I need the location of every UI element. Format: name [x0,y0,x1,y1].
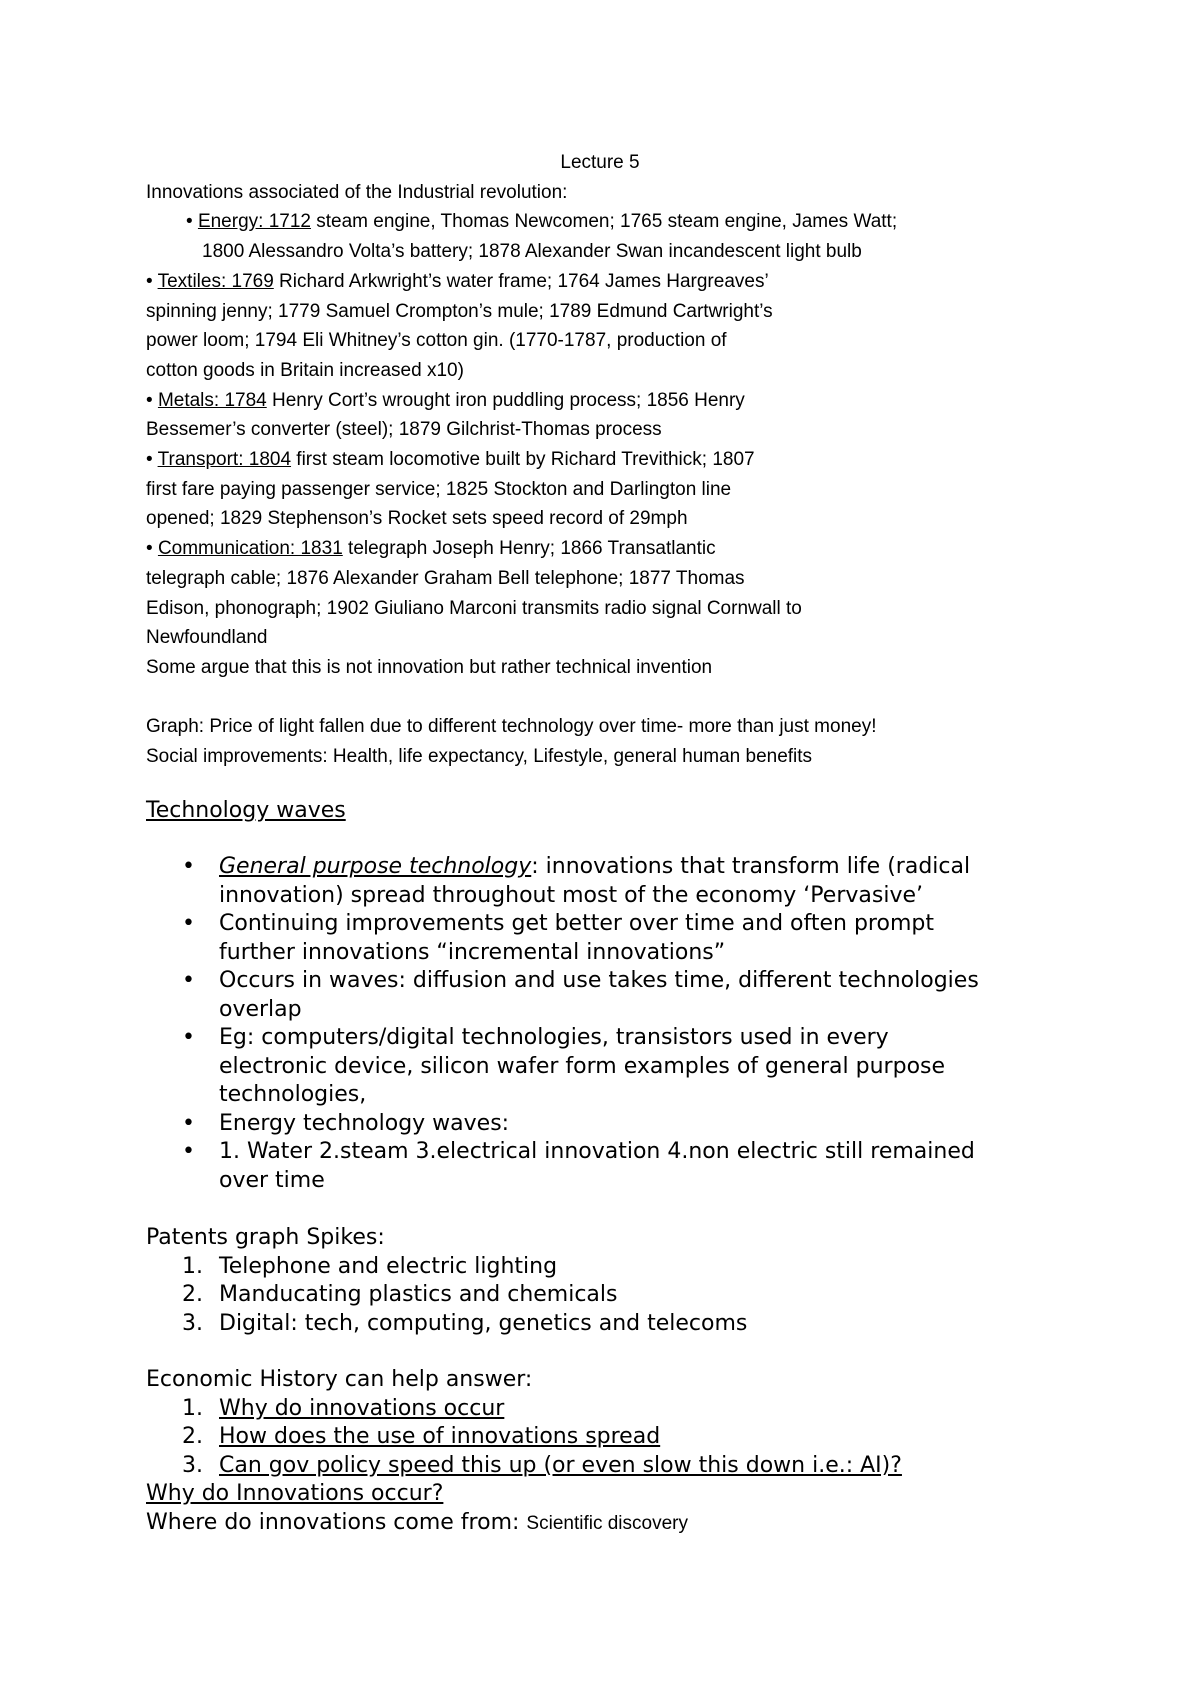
item-text: Eg: computers/digital technologies, transistors used in every [219,1025,889,1050]
bullet-glyph: • [146,389,153,411]
item-text: further innovations “incremental innovations” [219,939,726,965]
item-text: electronic device, silicon wafer form examples of general purpose [219,1053,946,1079]
transport-line2: first fare paying passenger service; 1825 Stockton and Darlington line [146,478,732,500]
list-item [146,1138,1106,1195]
metals-label: Metals: 1784 [157,389,267,411]
item-text: technologies, [219,1082,367,1107]
bullet-glyph: • [186,211,193,233]
bullet-glyph: • [182,1025,195,1050]
item-number: 2. [182,1282,203,1307]
item-text: Digital: tech, computing, genetics and telecoms [219,1310,748,1336]
textiles-line1: Richard Arkwright’s water frame; 1764 James Hargreaves’ [273,270,769,292]
textiles-item [146,267,1106,386]
item-text: Why do innovations occur [219,1395,505,1421]
item-number: 1. [182,1395,203,1421]
where-value: Scientific discovery [526,1512,688,1534]
where-innovations-line [146,1509,1106,1539]
item-number: 1. [182,1253,203,1279]
item-text: Can gov policy speed this up (or even slow this down i.e.: AI)? [219,1452,902,1478]
patents-section [146,1224,1106,1338]
energy-line2: 1800 Alessandro Volta’s battery; 1878 Alexander Swan incandescent light bulb [202,241,862,263]
textiles-label: Textiles: 1769 [157,270,274,292]
list-item [146,1281,1106,1310]
list-item [146,1423,1106,1452]
item-text: Occurs in waves: diffusion and use takes time, different technologies [219,968,979,993]
energy-line1: steam engine, Thomas Newcomen; 1765 steam engine, James Watt; [310,211,898,233]
item-text: innovation) spread throughout most of the economy ‘Pervasive’ [219,882,923,908]
bullet-glyph: • [182,1110,195,1136]
communication-line4: Newfoundland [146,627,268,649]
communication-line3: Edison, phonograph; 1902 Giuliano Marconi transmits radio signal Cornwall to [146,597,802,619]
industrial-revolution-section [146,178,1106,772]
item-number: 2. [182,1424,203,1449]
lecture-title: Lecture 5 [560,152,640,173]
communication-line1: telegraph Joseph Henry; 1866 Transatlantic [342,538,716,560]
list-item [146,853,1106,910]
communication-label: Communication: 1831 [157,538,343,560]
bullet-glyph: • [182,854,195,879]
item-text: : innovations that transform life (radical [531,854,971,879]
list-item [146,1310,1106,1339]
list-item [146,1110,1106,1139]
list-item [146,1395,1106,1424]
textiles-line2: spinning jenny; 1779 Samuel Crompton’s mule; 1789 Edmund Cartwright’s [146,300,773,322]
metals-item [146,386,1106,445]
item-text: Energy technology waves: [219,1110,510,1136]
list-item [146,967,1106,1024]
textiles-line4: cotton goods in Britain increased x10) [146,359,464,381]
communication-item [146,534,1106,653]
technology-waves-list [146,853,1106,1195]
economic-history-heading: Economic History can help answer: [146,1367,533,1392]
where-label: Where do innovations come from: [146,1509,527,1535]
patents-heading: Patents graph Spikes: [146,1225,385,1250]
item-text: Manducating plastics and chemicals [219,1282,618,1307]
social-line: Social improvements: Health, life expectancy, Lifestyle, general human benefits [146,746,813,768]
technology-waves-heading: Technology waves [146,798,346,823]
list-item [146,910,1106,967]
economic-history-section [146,1366,1106,1538]
bullet-glyph: • [182,1139,195,1164]
argue-line: Some argue that this is not innovation but rather technical invention [146,656,713,678]
transport-label: Transport: 1804 [157,449,292,471]
transport-item [146,445,1106,534]
transport-line3: opened; 1829 Stephenson’s Rocket sets speed record of 29mph [146,508,688,530]
bullet-glyph: • [146,270,153,292]
intro-line: Innovations associated of the Industrial revolution: [146,181,568,203]
list-item [146,1452,1106,1481]
bullet-glyph: • [146,538,153,560]
bullet-glyph: • [182,968,195,993]
item-text: How does the use of innovations spread [219,1424,661,1449]
bullet-glyph: • [182,911,195,936]
energy-item [146,207,1106,266]
list-item [146,1253,1106,1282]
energy-label: Energy: 1712 [197,211,311,233]
bullet-glyph: • [146,449,153,471]
item-number: 3. [182,1452,203,1478]
metals-line1: Henry Cort’s wrought iron puddling process; 1856 Henry [266,389,745,411]
graph-line: Graph: Price of light fallen due to different technology over time- more than just money! [146,716,877,738]
item-text: Telephone and electric lighting [219,1253,558,1279]
textiles-line3: power loom; 1794 Eli Whitney’s cotton gin. (1770-1787, production of [146,330,727,352]
item-text: Continuing improvements get better over time and often prompt [219,911,934,936]
communication-line2: telegraph cable; 1876 Alexander Graham Bell telephone; 1877 Thomas [146,567,745,589]
item-number: 3. [182,1310,203,1336]
metals-line2: Bessemer’s converter (steel); 1879 Gilchrist-Thomas process [146,419,662,441]
gpt-term: General purpose technology [219,854,532,879]
item-text: 1. Water 2.steam 3.electrical innovation 4.non electric still remained [219,1139,975,1164]
list-item [146,1024,1106,1110]
item-text: overlap [219,996,302,1022]
transport-line1: first steam locomotive built by Richard Trevithick; 1807 [291,449,755,471]
why-innovations-subheading: Why do Innovations occur? [146,1481,444,1506]
technology-waves-section [146,797,1106,826]
item-text: over time [219,1167,325,1193]
